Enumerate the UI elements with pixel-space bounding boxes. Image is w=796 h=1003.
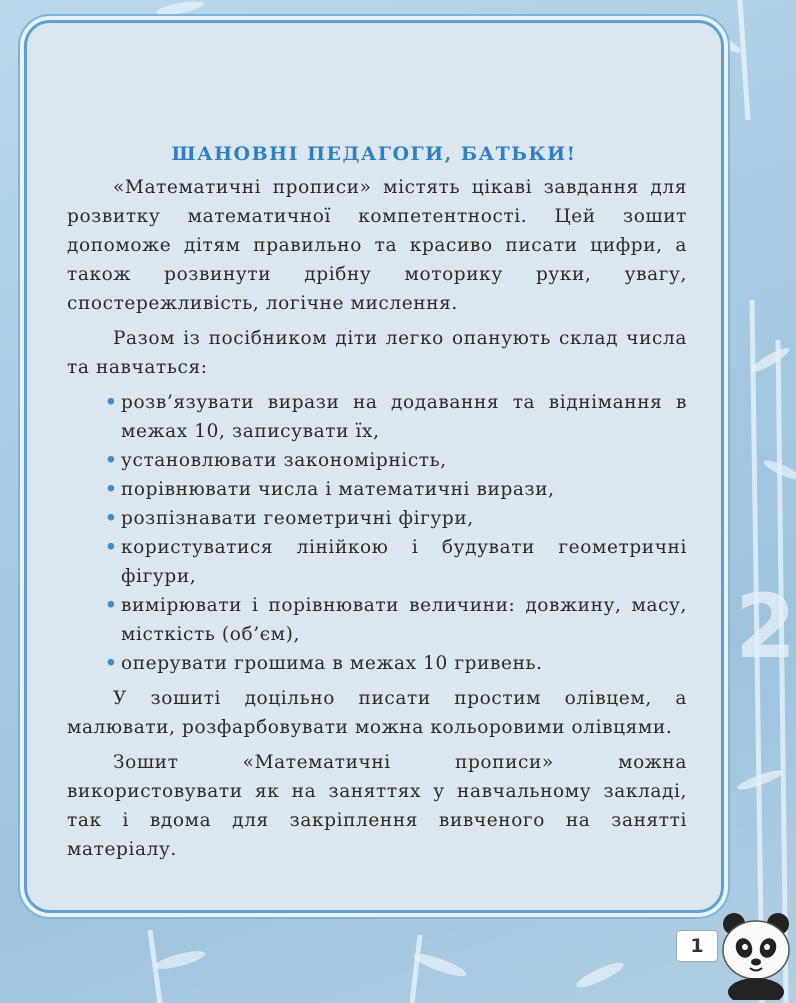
list-item: • вимірювати і порівнювати величини: довжину, масу, місткість (об’єм), [103, 591, 687, 649]
paragraph-skills: Разом із посібником діти легко опанують склад числа та навчаться: [67, 328, 687, 378]
paragraph-usage: Зошит «Математичні прописи» можна використовувати як на заняттях у навчальному закладі, так і вдома для закріплення вивченого на занятті матеріалу. [67, 752, 687, 860]
skills-list [67, 388, 687, 678]
list-item: • оперувати грошима в межах 10 гривень. [103, 649, 687, 678]
bullet-icon: • [105, 508, 118, 529]
list-item: • установлювати закономірність, [103, 446, 687, 475]
list-item: • розв’язувати вирази на додавання та віднімання в межах 10, записувати їх, [103, 388, 687, 446]
content-panel [24, 20, 724, 913]
bullet-icon: • [105, 392, 118, 413]
list-item: • порівнювати числа і математичні вирази, [103, 475, 687, 504]
decor-digit: 2 [735, 575, 796, 678]
paragraph-pencil: У зошиті доцільно писати простим олівцем, а малювати, розфарбовувати можна кольоровими олівцями. [67, 688, 687, 738]
bullet-icon: • [105, 479, 118, 500]
bullet-icon: • [105, 653, 118, 674]
bullet-icon: • [105, 595, 118, 616]
body-text [67, 173, 687, 870]
bullet-icon: • [105, 450, 118, 471]
bullet-icon: • [105, 537, 118, 558]
panda-icon [718, 910, 794, 1000]
paragraph-intro: «Математичні прописи» містять цікаві завдання для розвитку математичної компетентності. Цей зошит допоможе дітям правильно та красиво писати цифри, а також розвинути дрібну моторику руки, увагу, спостережливість, логічне мислення. [67, 177, 687, 314]
page-number: 1 [676, 930, 718, 962]
list-item: • користуватися лінійкою і будувати геометричні фігури, [103, 533, 687, 591]
list-item: • розпізнавати геометричні фігури, [103, 504, 687, 533]
page-title: ШАНОВНІ ПЕДАГОГИ, БАТЬКИ! [171, 143, 577, 165]
